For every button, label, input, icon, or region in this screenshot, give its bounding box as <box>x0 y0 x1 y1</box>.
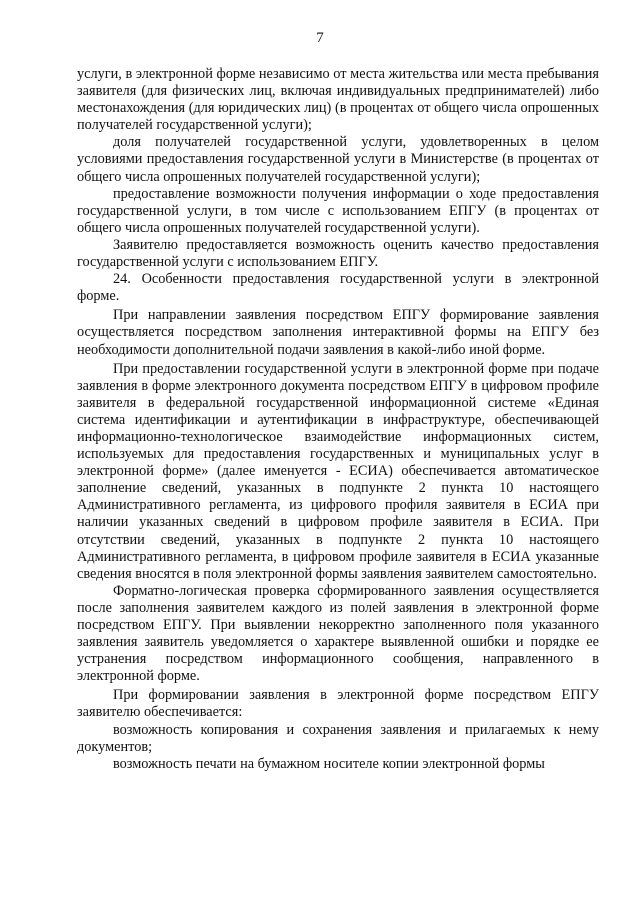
section-heading-24: 24. Особенности предоставления государственной услуги в электронной форме. <box>77 271 599 305</box>
document-body <box>77 66 599 773</box>
list-item: возможность печати на бумажном носителе копии электронной формы <box>113 755 545 772</box>
paragraph: предоставление возможности получения информации о ходе предоставления государственной услуги, в том числе с использованием ЕПГУ (в процентах от общего числа опрошенных получателей государственной услуги). <box>77 185 599 236</box>
paragraph: При направлении заявления посредством ЕПГУ формирование заявления осуществляется посредством заполнения интерактивной формы на ЕПГУ без необходимости дополнительной подачи заявления в какой-либо иной форме. <box>77 307 599 358</box>
list-item: возможность копирования и сохранения заявления и прилагаемых к нему документов; <box>77 721 599 755</box>
paragraph: Форматно-логическая проверка сформированного заявления осуществляется после заполнения заявителем каждого из полей заявления в электронной форме посредством ЕПГУ. При выявлении некорректно заполненного поля указанного заявления заявитель уведомляется о характере выявленной ошибки и порядке ее устранения посредством информационного сообщения, направленного в электронной форме. <box>77 582 599 685</box>
paragraph-continuation: услуги, в электронной форме независимо от места жительства или места пребывания заявителя (для физических лиц, включая индивидуальных предпринимателей) либо местонахождения (для юридических лиц) (в процентах от общего числа опрошенных получателей государственной услуги); <box>77 66 599 134</box>
page-number: 7 <box>316 30 324 46</box>
paragraph: Заявителю предоставляется возможность оценить качество предоставления государственной услуги с использованием ЕПГУ. <box>77 236 599 271</box>
paragraph: При формировании заявления в электронной форме посредством ЕПГУ заявителю обеспечивается: <box>77 687 599 721</box>
paragraph: При предоставлении государственной услуги в электронной форме при подаче заявления в форме электронного документа посредством ЕПГУ в цифровом профиле заявителя в федеральной государственной информационной системе «Единая система идентификации и аутентификации в инфраструктуре, обеспечивающей информационно-технологическое взаимодействие информационных систем, используемых для предоставления государственных и муниципальных услуг в электронной форме» (далее именуется - ЕСИА) обеспечивается автоматическое заполнение сведений, указанных в подпункте 2 пункта 10 настоящего Административного регламента, из цифрового профиля заявителя в ЕСИА при наличии указанных сведений в цифровом профиле заявителя в ЕСИА. При отсутствии сведений, указанных в подпункте 2 пункта 10 настоящего Административного регламента, в цифровом профиле заявителя в ЕСИА указанные сведения вносятся в поля электронной формы заявления заявителем самостоятельно. <box>77 360 599 582</box>
paragraph: доля получателей государственной услуги, удовлетворенных в целом условиями предоставления государственной услуги в Министерстве (в процентах от общего числа опрошенных получателей государственной услуги); <box>77 134 599 185</box>
